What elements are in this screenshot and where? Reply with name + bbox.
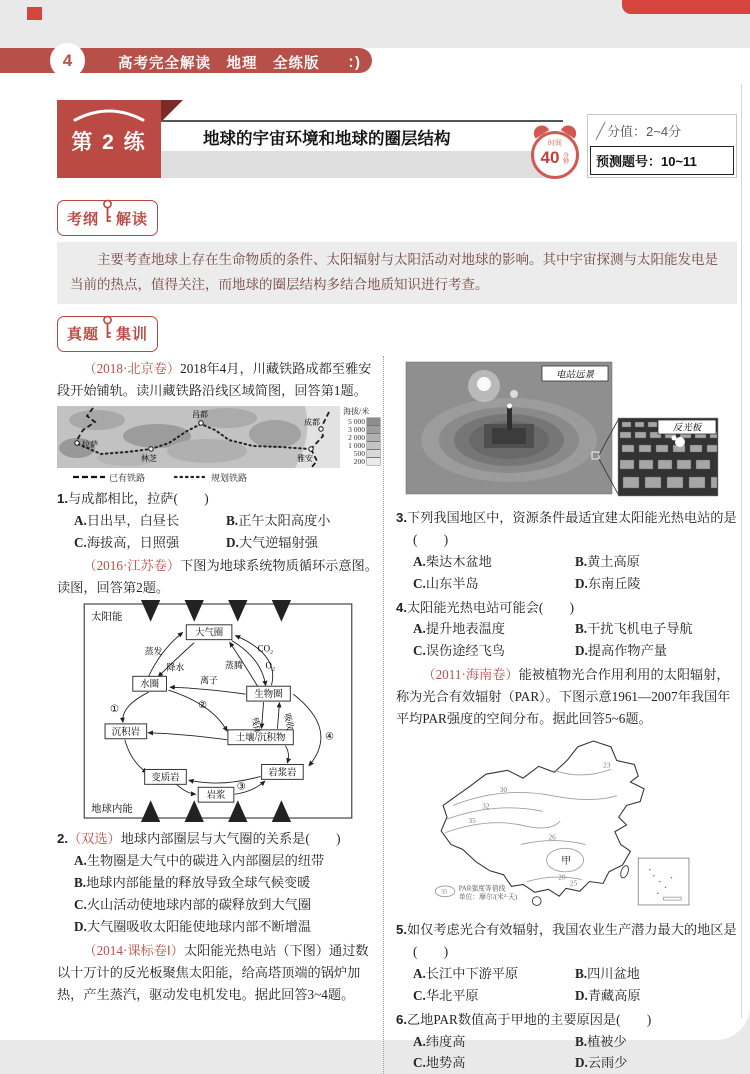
diagram-flow-label: O₂ bbox=[265, 660, 275, 671]
smiley-mark: ：) bbox=[347, 54, 360, 71]
option-a: A.纬度高 bbox=[413, 1033, 466, 1049]
map-legend-line1: PAR强度等值线 bbox=[458, 885, 505, 893]
option-c: C.海拔高，日照强 bbox=[74, 534, 180, 550]
photo-label: 电站远景 bbox=[555, 370, 595, 381]
option-c: C.山东半岛 bbox=[413, 575, 479, 591]
option-b: B.植被少 bbox=[575, 1033, 627, 1049]
question-6 bbox=[396, 1009, 737, 1074]
lesson-number-badge bbox=[57, 100, 161, 178]
question-number: 4. bbox=[396, 599, 407, 615]
question-3 bbox=[396, 507, 737, 595]
diagram-flow-label: 蒸腾 bbox=[224, 660, 243, 671]
time-value: 40 bbox=[540, 148, 560, 167]
china-par-map-figure bbox=[396, 734, 737, 915]
isoline-value: 32 bbox=[481, 801, 489, 811]
material-cycle-diagram-figure bbox=[57, 603, 378, 824]
question-stem: 与成都相比，拉萨( ) bbox=[68, 490, 209, 506]
solar-station-photo bbox=[396, 360, 728, 498]
page-edge-line bbox=[741, 84, 742, 1018]
question-1 bbox=[57, 488, 378, 554]
slash-icon: ╱ bbox=[596, 122, 606, 140]
diagram-flow-label: 蒸发 bbox=[144, 646, 163, 657]
key-icon bbox=[102, 315, 113, 345]
railway-map bbox=[57, 406, 340, 468]
legend-existing-railway: 已有铁路 bbox=[109, 472, 146, 483]
question-number: 3. bbox=[396, 509, 407, 525]
map-marker-jia: 甲 bbox=[560, 855, 571, 867]
diagram-flow-label: 离子 bbox=[199, 675, 218, 686]
question-number: 1. bbox=[57, 490, 68, 506]
key-icon bbox=[102, 199, 113, 229]
training-badge-left: 真题 bbox=[67, 326, 100, 344]
option-a: A.日出早，白昼长 bbox=[74, 512, 180, 528]
diagram-box-label: 变质岩 bbox=[150, 773, 180, 784]
option-c: C.火山活动使地球内部的碳释放到大气圈 bbox=[74, 897, 312, 912]
map-city-label: 成都 bbox=[304, 417, 320, 427]
isoline-value: 20 bbox=[557, 872, 566, 882]
fold-corner bbox=[161, 100, 183, 122]
diagram-number: ④ bbox=[324, 732, 334, 744]
option-b: B.干扰飞机电子导航 bbox=[575, 621, 693, 637]
map-city-label: 昌都 bbox=[192, 409, 208, 419]
left-column bbox=[57, 356, 384, 1074]
score-info-box bbox=[587, 114, 737, 178]
time-label: 时间 bbox=[548, 140, 562, 147]
question-stem: 太阳能光热电站可能会( ) bbox=[407, 599, 575, 615]
diagram-flow-label: 吸收 bbox=[281, 712, 296, 732]
existing-railway-icon bbox=[73, 474, 105, 480]
option-d: D.提高作物产量 bbox=[575, 643, 667, 659]
lesson-header bbox=[57, 100, 737, 180]
railway-legend bbox=[73, 471, 378, 484]
map-city-label: 林芝 bbox=[141, 453, 157, 463]
legend-planned-railway: 规划铁路 bbox=[211, 472, 248, 483]
diagram-flow-label: 降水 bbox=[165, 662, 184, 673]
exam-source: （2016·江苏卷） bbox=[83, 558, 181, 574]
map-city-label: 雅安 bbox=[297, 453, 313, 463]
legend-sample-value: 35 bbox=[440, 888, 447, 896]
option-c: C.华北平原 bbox=[413, 987, 479, 1003]
page-content bbox=[57, 200, 737, 1074]
diagram-flow-label: CO₂ bbox=[257, 643, 273, 654]
map-city-label: 拉萨 bbox=[82, 439, 98, 449]
option-b: B.黄土高原 bbox=[575, 553, 640, 569]
solar-station-photo-figure bbox=[396, 360, 737, 503]
exam-source: （2011·海南卷） bbox=[422, 667, 519, 683]
print-mark-top-left bbox=[27, 7, 42, 20]
clock-face bbox=[531, 131, 579, 179]
option-d: D.大气圈吸收太阳能使地球内部不断增温 bbox=[74, 918, 312, 934]
time-unit: 分钟 bbox=[561, 152, 568, 164]
option-d: D.大气逆辐射强 bbox=[226, 534, 318, 550]
training-badge-right: 集训 bbox=[116, 326, 149, 344]
china-par-map bbox=[406, 734, 728, 910]
railway-map-figure bbox=[57, 406, 378, 484]
question-2 bbox=[57, 828, 378, 938]
option-b: B.地球内部能量的释放导致全球气候变暖 bbox=[74, 875, 311, 891]
question-stem: 地球内部圈层与大气圈的关系是( ) bbox=[120, 831, 341, 847]
diagram-number: ③ bbox=[236, 781, 246, 793]
arc-decoration-icon bbox=[57, 100, 161, 124]
question-4 bbox=[396, 597, 737, 663]
outline-summary-text: 主要考查地球上存在生命物质的条件、太阳辐射与太阳活动对地球的影响。其中宇宙探测与太阳能发电是当前的热点，值得关注，而地球的圈层结构多结合地质知识进行考查。 bbox=[57, 242, 737, 304]
option-d: D.云雨少 bbox=[575, 1055, 628, 1071]
question-stem: 如仅考虑光合有效辐射，我国农业生产潜力最大的地区是( ) bbox=[407, 922, 737, 959]
option-d: D.东南丘陵 bbox=[575, 575, 641, 591]
diagram-box-label: 水圈 bbox=[139, 680, 159, 691]
question-number: 6. bbox=[396, 1011, 407, 1027]
question-intro-4: （2011·海南卷）能被植物光合作用利用的太阳辐射，称为光合有效辐射（PAR）。下图示意1961—2007年我国年平均PAR强度的空间分布。据此回答5~6题。 bbox=[396, 667, 731, 727]
page-number: 4 bbox=[50, 43, 85, 78]
title-stripe bbox=[161, 151, 563, 178]
diagram-box-label: 土壤/沉积物 bbox=[235, 734, 285, 745]
photo-label: 反光板 bbox=[672, 423, 702, 434]
option-a: A.柴达木盆地 bbox=[413, 553, 492, 569]
option-d: D.青藏高原 bbox=[575, 987, 641, 1003]
option-c: C.地势高 bbox=[413, 1055, 466, 1071]
elevation-legend: 海拔/米 5 000 3 000 2 000 1 000 500 200 bbox=[343, 406, 380, 466]
predicted-question-numbers: 预测题号：10~11 bbox=[590, 146, 734, 175]
isoline-value: 26 bbox=[547, 832, 556, 842]
question-intro-1: （2018·北京卷）2018年4月，川藏铁路成都至雅安段开始铺轨。读川藏铁路沿线区域简图，回答第1题。 bbox=[57, 360, 372, 398]
question-tag: （双选） bbox=[68, 831, 121, 847]
elevation-legend-title: 海拔/米 bbox=[343, 406, 370, 416]
diagram-flow-label: 残体 bbox=[249, 716, 263, 736]
isoline-value: 30 bbox=[499, 784, 507, 794]
outline-badge-left: 考纲 bbox=[67, 210, 100, 228]
diagram-box-label: 大气圈 bbox=[194, 628, 223, 639]
diagram-box-label: 沉积岩 bbox=[111, 728, 140, 739]
right-column bbox=[384, 356, 737, 1074]
option-a: A.提升地表温度 bbox=[413, 621, 505, 637]
option-c: C.误伤途经飞鸟 bbox=[413, 643, 505, 659]
lesson-title: 地球的宇宙环境和地球的圈层结构 bbox=[161, 120, 563, 151]
question-number: 5. bbox=[396, 922, 407, 937]
planned-railway-icon bbox=[175, 474, 207, 480]
outline-badge-right: 解读 bbox=[116, 210, 149, 228]
option-b: B.正午太阳高度小 bbox=[226, 512, 331, 528]
print-mark-top-right bbox=[622, 0, 750, 14]
isoline-value: 23 bbox=[602, 760, 610, 770]
diagram-label: 太阳能 bbox=[90, 612, 122, 624]
diagram-box-label: 岩浆岩 bbox=[267, 768, 297, 779]
diagram-box-label: 岩浆 bbox=[206, 791, 225, 802]
diagram-number: ① bbox=[109, 704, 119, 716]
option-a: A.生物圈是大气中的碳进入内部圈层的纽带 bbox=[74, 853, 325, 869]
exam-source: （2018·北京卷） bbox=[83, 360, 181, 376]
diagram-number: ② bbox=[197, 700, 207, 712]
diagram-box-label: 生物圈 bbox=[253, 690, 283, 701]
question-stem: 下列我国地区中，资源条件最适宜建太阳能光热电站的是( ) bbox=[407, 509, 737, 547]
question-number: 2. bbox=[57, 831, 68, 847]
score-text: 分值：2~4分 bbox=[607, 124, 682, 139]
question-5 bbox=[396, 919, 737, 1007]
map-legend-line2: 单位：摩尔/(米²·天) bbox=[458, 894, 517, 902]
option-b: B.四川盆地 bbox=[575, 965, 640, 981]
timer-clock-icon bbox=[529, 126, 581, 180]
question-intro-2: （2016·江苏卷）下图为地球系统物质循环示意图。读图，回答第2题。 bbox=[57, 558, 378, 596]
page-header-band bbox=[0, 48, 372, 73]
book-title: 高考完全解读 地理 全练版 bbox=[118, 56, 320, 72]
option-a: A.长江中下游平原 bbox=[413, 965, 519, 981]
isoline-value: 35 bbox=[467, 815, 476, 825]
question-stem: 乙地PAR数值高于甲地的主要原因是( ) bbox=[407, 1011, 652, 1027]
isoline-value: 25 bbox=[569, 878, 577, 888]
lesson-number: 第 2 练 bbox=[71, 131, 147, 154]
diagram-label: 地球内能 bbox=[90, 804, 133, 816]
material-cycle-diagram bbox=[83, 603, 353, 819]
exam-source: （2014·课标卷Ⅰ） bbox=[83, 942, 184, 958]
question-intro-3: （2014·课标卷Ⅰ）太阳能光热电站（下图）通过数以十万计的反光板聚焦太阳能，给高塔顶端的锅炉加热，产生蒸汽，驱动发电机发电。据此回答3~4题。 bbox=[57, 942, 369, 1002]
outline-badge bbox=[57, 200, 158, 236]
training-badge bbox=[57, 316, 158, 352]
